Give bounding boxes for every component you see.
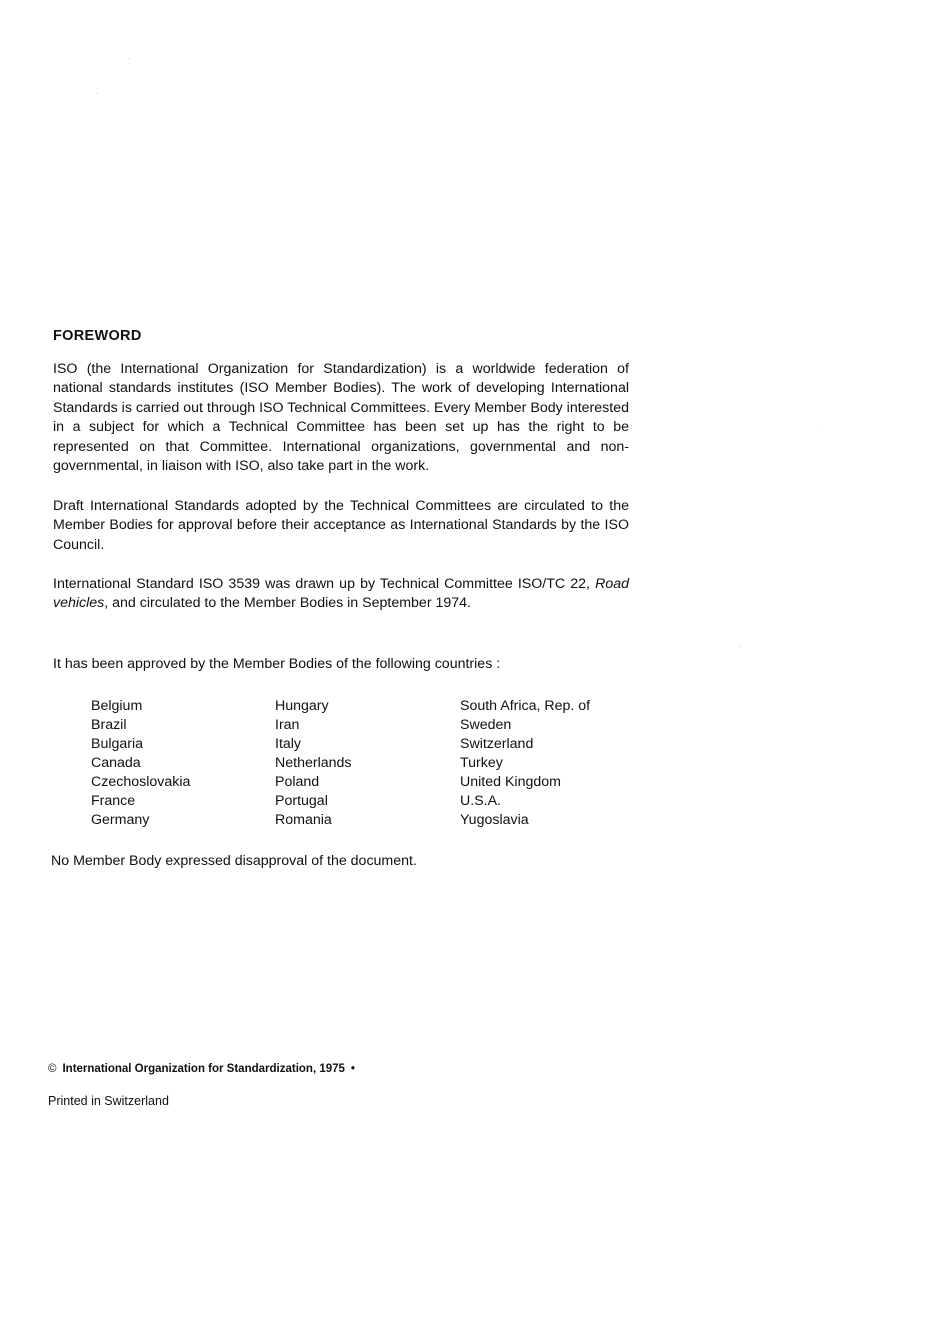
committee-name: Road vehicles — [53, 576, 629, 612]
country-item: Turkey — [460, 755, 503, 771]
country-item: Romania — [275, 812, 332, 828]
scan-speck — [96, 93, 97, 94]
country-item: Sweden — [460, 717, 512, 733]
country-item: Canada — [91, 755, 141, 771]
country-item: United Kingdom — [460, 774, 561, 790]
country-item: Hungary — [275, 698, 329, 714]
country-item: Belgium — [91, 698, 143, 714]
foreword-paragraph-standard — [53, 575, 629, 614]
no-disapproval-statement: No Member Body expressed disapproval of the document. — [51, 853, 417, 869]
countries-column-2 — [275, 697, 352, 830]
country-item: Switzerland — [460, 736, 534, 752]
country-item: Poland — [275, 774, 320, 790]
country-item: Yugoslavia — [460, 812, 529, 828]
countries-column-3 — [460, 697, 590, 830]
standard-text-after: , and circulated to the Member Bodies in September 1974. — [104, 595, 471, 612]
country-item: Bulgaria — [91, 736, 144, 752]
foreword-paragraph-iso: ISO (the International Organization for Standardization) is a worldwide federation of national standards institutes (ISO Member Bodies). The work of developing International Standards is carried out through ISO Technical Committees. Every Member Body interested in a subject for which a Technical Committee has been set up has the right to be represented on that Committee. International organizations, governmental and non-governmental, in liaison with ISO, also take part in the work. — [53, 361, 629, 475]
copyright-line — [48, 1063, 355, 1075]
country-item: Germany — [91, 812, 150, 828]
country-item: South Africa, Rep. of — [460, 698, 591, 714]
countries-column-1 — [91, 697, 190, 830]
country-item: Iran — [275, 717, 300, 733]
scan-speck — [818, 428, 819, 429]
printed-in: Printed in Switzerland — [48, 1094, 169, 1108]
foreword-heading: FOREWORD — [53, 328, 142, 344]
country-item: Brazil — [91, 717, 127, 733]
bullet-icon: • — [350, 1063, 355, 1075]
country-item: Netherlands — [275, 755, 352, 771]
country-item: Italy — [275, 736, 302, 752]
copyright-text: International Organization for Standardization, 1975 — [62, 1063, 345, 1075]
foreword-paragraph-approval: It has been approved by the Member Bodies of the following countries : — [53, 656, 501, 672]
country-item: U.S.A. — [460, 793, 501, 809]
copyright-icon: © — [48, 1063, 57, 1075]
scan-speck — [740, 646, 741, 647]
country-item: Czechoslovakia — [91, 774, 191, 790]
scan-speck — [128, 58, 129, 59]
foreword-paragraph-drafts: Draft International Standards adopted by the Technical Committees are circulated to the Member Bodies for approval before their acceptance as International Standards by the ISO Council. — [53, 498, 629, 553]
country-item: France — [91, 793, 136, 809]
standard-text-before: International Standard ISO 3539 was drawn up by Technical Committee ISO/TC 22, — [53, 576, 596, 592]
country-item: Portugal — [275, 793, 328, 809]
